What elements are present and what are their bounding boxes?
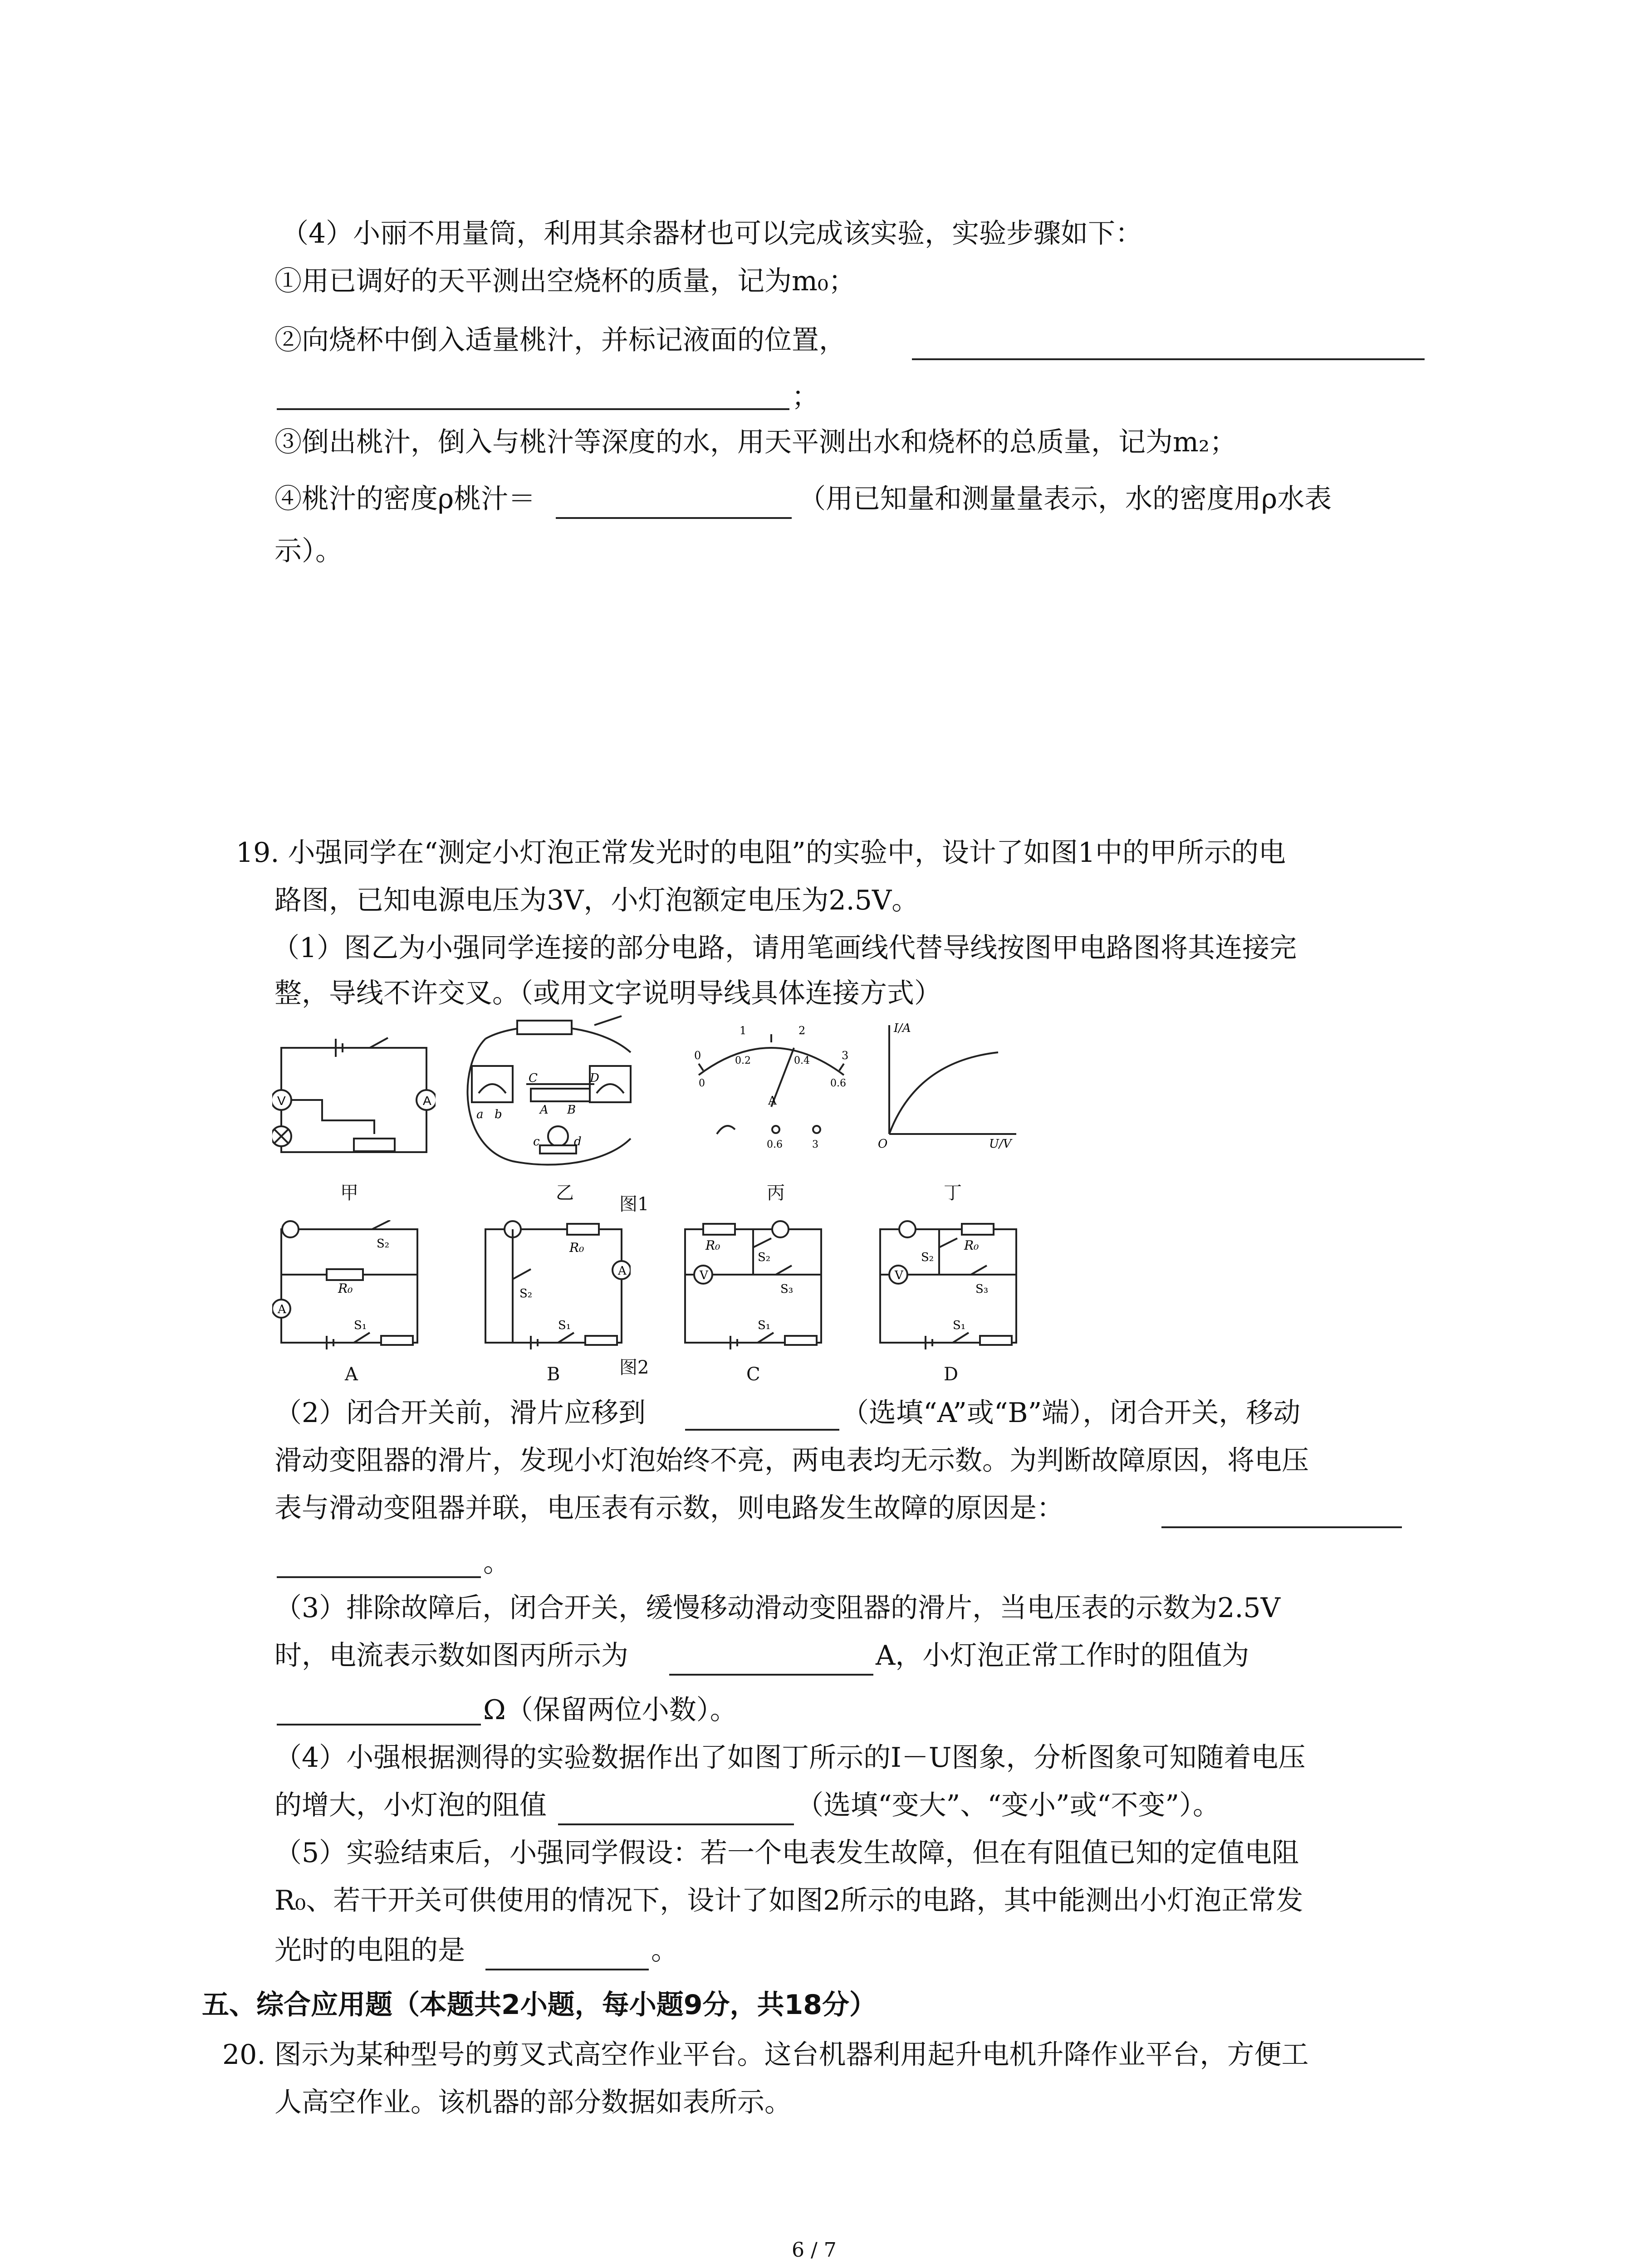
svg-text:A: A — [618, 1264, 627, 1278]
svg-text:R₀: R₀ — [705, 1238, 720, 1253]
page-number: 6 / 7 — [792, 2239, 837, 2262]
q19-p3-line1: （3）排除故障后，闭合开关，缓慢移动滑动变阻器的滑片，当电压表的示数为2.5V — [274, 1592, 1280, 1624]
q18-step1: ①用已调好的天平测出空烧杯的质量，记为m₀； — [274, 265, 856, 297]
figure2-circuit-b — [476, 1220, 631, 1356]
figure1-label-ding: 丁 — [944, 1183, 962, 1203]
svg-text:O: O — [878, 1137, 888, 1151]
q19-p5-line2: R₀、若干开关可供使用的情况下，设计了如图2所示的电路，其中能测出小灯泡正常发 — [274, 1885, 1303, 1916]
q19-p2-line1-b: （选填“A”或“B”端），闭合开关，移动 — [842, 1397, 1301, 1429]
svg-text:C: C — [529, 1071, 538, 1085]
svg-text:S₂: S₂ — [921, 1251, 934, 1264]
svg-text:S₃: S₃ — [975, 1282, 989, 1296]
svg-text:V: V — [895, 1269, 903, 1282]
q19-p2-line3: 表与滑动变阻器并联，电压表有示数，则电路发生故障的原因是： — [274, 1492, 1064, 1524]
q19-p1-line2: 整，导线不许交叉。（或用文字说明导线具体连接方式） — [274, 978, 941, 1009]
svg-text:S₂: S₂ — [377, 1237, 390, 1251]
svg-text:0.6: 0.6 — [767, 1139, 783, 1150]
figure1-label-bing: 丙 — [767, 1183, 785, 1203]
svg-text:A: A — [768, 1094, 777, 1108]
q19-stem-line1: 19. 小强同学在“测定小灯泡正常发光时的电阻”的实验中，设计了如图1中的甲所示的电 — [236, 837, 1286, 869]
q18-step4-b: （用已知量和测量量表示，水的密度用ρ水表 — [798, 483, 1332, 515]
svg-text:A: A — [540, 1103, 549, 1117]
svg-text:R₀: R₀ — [964, 1238, 979, 1253]
q19-p2-line1-a: （2）闭合开关前，滑片应移到 — [274, 1397, 646, 1429]
q19-p3-line3: Ω（保留两位小数）。 — [483, 1694, 737, 1726]
q19-p5-blank[interactable] — [485, 1969, 649, 1970]
svg-text:1: 1 — [740, 1024, 747, 1037]
figure1-caption: 图1 — [619, 1194, 649, 1215]
q19-p5-line3-b: 。 — [651, 1935, 678, 1966]
svg-text:R₀: R₀ — [338, 1281, 353, 1296]
figure1-bing-ammeter — [685, 1016, 857, 1152]
svg-text:B: B — [567, 1103, 576, 1117]
q19-p2-blank-2[interactable] — [1161, 1526, 1402, 1528]
q19-p4-line2-a: 的增大，小灯泡的阻值 — [274, 1789, 547, 1821]
figure1-jia-circuit — [272, 1030, 436, 1170]
q18-step2-blank-2[interactable] — [277, 408, 789, 410]
q18-step2-end: ； — [792, 381, 819, 413]
q18-step4-blank[interactable] — [556, 517, 792, 519]
q19-p2-end: 。 — [483, 1547, 510, 1579]
q19-p3-line2-b: A，小灯泡正常工作时的阻值为 — [876, 1640, 1249, 1672]
q19-p5-line3-a: 光时的电阻的是 — [274, 1935, 465, 1966]
svg-text:0.4: 0.4 — [794, 1055, 810, 1066]
svg-text:0.6: 0.6 — [830, 1078, 846, 1089]
svg-text:S₂: S₂ — [758, 1251, 771, 1264]
svg-text:D: D — [590, 1071, 599, 1085]
svg-text:b: b — [495, 1108, 502, 1121]
svg-text:c: c — [533, 1135, 540, 1149]
q19-p1-line1: （1）图乙为小强同学连接的部分电路，请用笔画线代替导线按图甲电路图将其连接完 — [272, 932, 1297, 964]
q19-p4-blank[interactable] — [558, 1823, 794, 1825]
q19-stem-line2: 路图，已知电源电压为3V，小灯泡额定电压为2.5V。 — [274, 885, 919, 916]
figure2-label-d: D — [944, 1364, 959, 1385]
q18-step4-c: 示）。 — [274, 535, 343, 567]
q19-p3-line2-a: 时，电流表示数如图丙所示为 — [274, 1640, 628, 1672]
figure2-circuit-a — [272, 1220, 426, 1356]
figure1-label-yi: 乙 — [556, 1183, 574, 1203]
q20-stem-line1: 20. 图示为某种型号的剪叉式高空作业平台。这台机器利用起升电机升降作业平台，方便工 — [222, 2039, 1309, 2071]
svg-text:0.2: 0.2 — [735, 1055, 751, 1066]
q19-p2-blank-3[interactable] — [277, 1576, 481, 1578]
q18-part4-intro: （4）小丽不用量筒，利用其余器材也可以完成该实验，实验步骤如下： — [281, 218, 1143, 249]
figure1-yi-apparatus — [458, 1012, 653, 1175]
figure1-ding-iu-graph — [871, 1016, 1021, 1152]
svg-text:S₁: S₁ — [354, 1319, 367, 1332]
svg-text:2: 2 — [798, 1024, 806, 1037]
svg-text:0: 0 — [694, 1049, 701, 1062]
q18-step3: ③倒出桃汁，倒入与桃汁等深度的水，用天平测出水和烧杯的总质量，记为m₂； — [274, 426, 1237, 458]
svg-text:R₀: R₀ — [569, 1240, 584, 1255]
svg-text:A: A — [278, 1303, 286, 1316]
q19-p3-blank-2[interactable] — [277, 1724, 481, 1725]
q18-step2: ②向烧杯中倒入适量桃汁，并标记液面的位置， — [274, 324, 846, 356]
svg-text:A: A — [423, 1094, 431, 1108]
svg-text:I/A: I/A — [894, 1022, 911, 1035]
figure2-label-c: C — [746, 1364, 760, 1385]
q18-step2-blank-1[interactable] — [912, 358, 1425, 360]
figure2-circuit-d — [871, 1220, 1025, 1356]
q19-p3-blank-1[interactable] — [669, 1674, 873, 1676]
svg-text:S₂: S₂ — [519, 1287, 533, 1300]
svg-text:U/V: U/V — [989, 1137, 1012, 1151]
figure1-label-jia: 甲 — [340, 1183, 358, 1203]
svg-text:S₃: S₃ — [780, 1282, 794, 1296]
svg-text:0: 0 — [699, 1078, 705, 1089]
q19-p2-line2: 滑动变阻器的滑片，发现小灯泡始终不亮，两电表均无示数。为判断故障原因，将电压 — [274, 1445, 1309, 1476]
q20-stem-line2: 人高空作业。该机器的部分数据如表所示。 — [274, 2087, 792, 2118]
q19-p2-blank-1[interactable] — [685, 1429, 839, 1431]
svg-text:S₁: S₁ — [758, 1319, 771, 1332]
figure2-label-a: A — [345, 1364, 358, 1385]
q19-p5-line1: （5）实验结束后，小强同学假设：若一个电表发生故障，但在有阻值已知的定值电阻 — [274, 1837, 1299, 1869]
svg-text:a: a — [476, 1108, 484, 1121]
q19-p4-line1: （4）小强根据测得的实验数据作出了如图丁所示的I－U图象，分析图象可知随着电压 — [274, 1742, 1306, 1774]
figure2-circuit-c — [676, 1220, 830, 1356]
svg-text:3: 3 — [842, 1049, 849, 1062]
svg-text:V: V — [277, 1094, 286, 1108]
q18-step4-a: ④桃汁的密度ρ桃汁＝ — [274, 483, 536, 515]
svg-text:d: d — [574, 1135, 582, 1149]
figure2-caption: 图2 — [619, 1357, 649, 1378]
svg-text:V: V — [700, 1269, 708, 1282]
figure2-label-b: B — [547, 1364, 560, 1385]
section5-heading: 五、综合应用题（本题共2小题，每小题9分，共18分） — [202, 1989, 877, 2021]
svg-text:S₁: S₁ — [558, 1319, 571, 1332]
svg-text:3: 3 — [812, 1139, 818, 1150]
svg-text:S₁: S₁ — [953, 1319, 966, 1332]
q19-p4-line2-b: （选填“变大”、“变小”或“不变”）。 — [796, 1789, 1220, 1821]
